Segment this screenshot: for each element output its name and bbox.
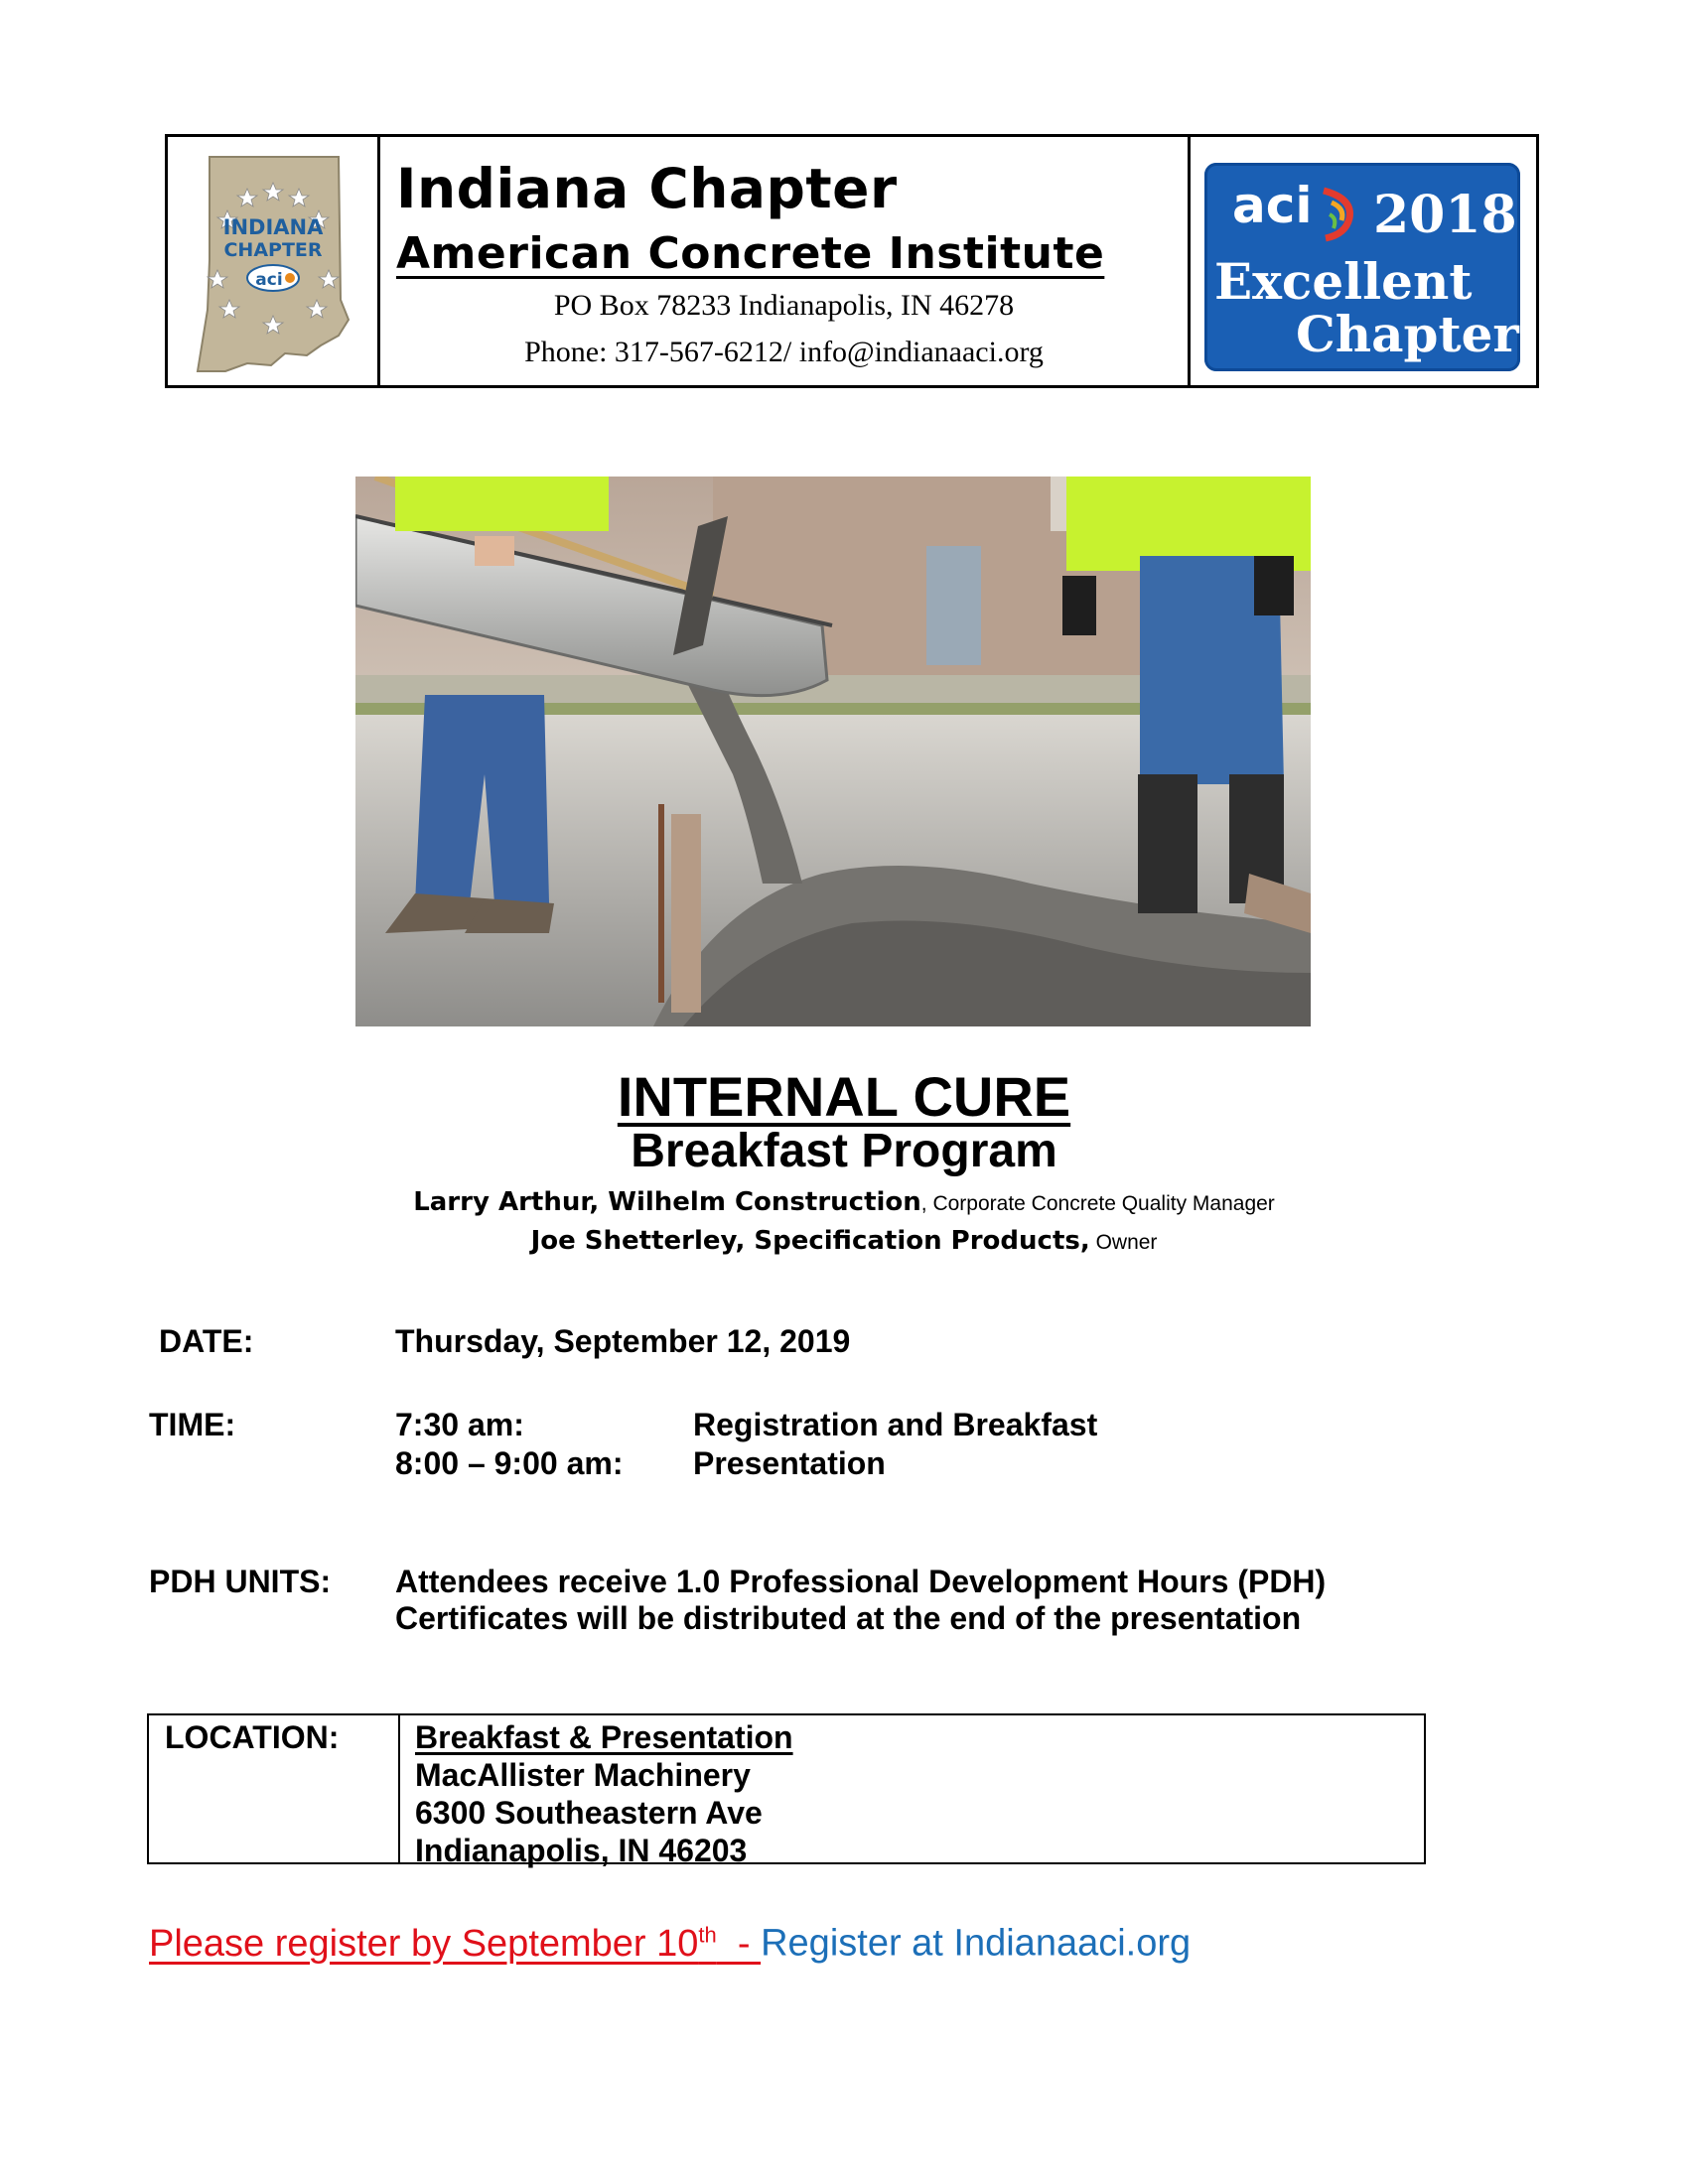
excellent-chapter-badge bbox=[1204, 163, 1520, 371]
pdh-line-2: Certificates will be distributed at the end of the presentation bbox=[395, 1600, 1302, 1636]
schedule-time-2: 8:00 – 9:00 am: bbox=[395, 1445, 624, 1481]
register-deadline-dash: - bbox=[716, 1922, 762, 1965]
speaker-2-role: Owner bbox=[1089, 1231, 1158, 1254]
pdh-label: PDH UNITS: bbox=[149, 1564, 332, 1599]
pdh-line-1: Attendees receive 1.0 Professional Development Hours (PDH) bbox=[395, 1564, 1327, 1599]
register-notice bbox=[149, 1922, 1191, 1966]
org-phone: Phone: 317-567-6212/ info@indianaaci.org bbox=[524, 336, 1044, 368]
location-divider bbox=[398, 1715, 400, 1862]
schedule-desc-1: Registration and Breakfast bbox=[693, 1407, 1098, 1442]
register-deadline-text: Please register by September 10 bbox=[149, 1922, 699, 1965]
org-subtitle: American Concrete Institute bbox=[396, 228, 1105, 279]
speaker-1-role: , Corporate Concrete Quality Manager bbox=[920, 1192, 1275, 1215]
time-label: TIME: bbox=[149, 1407, 236, 1442]
location-heading: Breakfast & Presentation bbox=[415, 1719, 793, 1755]
schedule-desc-2: Presentation bbox=[693, 1445, 886, 1481]
speaker-1 bbox=[0, 1187, 1688, 1217]
org-address: PO Box 78233 Indianapolis, IN 46278 bbox=[553, 289, 1015, 322]
badge-year: 2018 bbox=[1373, 185, 1517, 245]
indiana-chapter-logo bbox=[190, 151, 356, 375]
register-deadline-sup: th bbox=[698, 1922, 717, 1947]
location-city: Indianapolis, IN 46203 bbox=[415, 1833, 748, 1868]
location-label: LOCATION: bbox=[165, 1719, 340, 1755]
event-title: INTERNAL CURE bbox=[617, 1065, 1071, 1128]
speaker-2-name: Joe Shetterley, Specification Products, bbox=[530, 1226, 1090, 1256]
badge-aci-logo: aci bbox=[1232, 177, 1313, 234]
location-venue: MacAllister Machinery bbox=[415, 1757, 751, 1793]
badge-line-2: Chapter bbox=[1296, 305, 1519, 363]
org-info bbox=[380, 137, 1188, 385]
register-deadline bbox=[149, 1923, 761, 1965]
org-title: Indiana Chapter bbox=[396, 157, 898, 220]
event-subtitle: Breakfast Program bbox=[631, 1125, 1057, 1177]
state-logo-cell bbox=[168, 137, 380, 385]
award-cell bbox=[1188, 137, 1536, 385]
speaker-1-name: Larry Arthur, Wilhelm Construction bbox=[413, 1187, 921, 1217]
date-value: Thursday, September 12, 2019 bbox=[395, 1323, 851, 1359]
speaker-2 bbox=[0, 1226, 1688, 1256]
svg-text:aci: aci bbox=[255, 270, 283, 290]
schedule-time-1: 7:30 am: bbox=[395, 1407, 524, 1442]
photo-illustration bbox=[355, 477, 1311, 1026]
register-link[interactable]: Register at Indianaaci.org bbox=[761, 1922, 1192, 1965]
letterhead bbox=[165, 134, 1539, 388]
location-street: 6300 Southeastern Ave bbox=[415, 1795, 763, 1831]
concrete-pour-photo bbox=[355, 477, 1311, 1026]
svg-text:CHAPTER: CHAPTER bbox=[223, 239, 323, 261]
badge-line-1: Excellent bbox=[1214, 252, 1473, 311]
location-table bbox=[147, 1713, 1426, 1868]
svg-text:INDIANA: INDIANA bbox=[222, 215, 324, 239]
aci-swoosh-icon bbox=[1320, 185, 1359, 244]
date-label: DATE: bbox=[159, 1323, 254, 1359]
